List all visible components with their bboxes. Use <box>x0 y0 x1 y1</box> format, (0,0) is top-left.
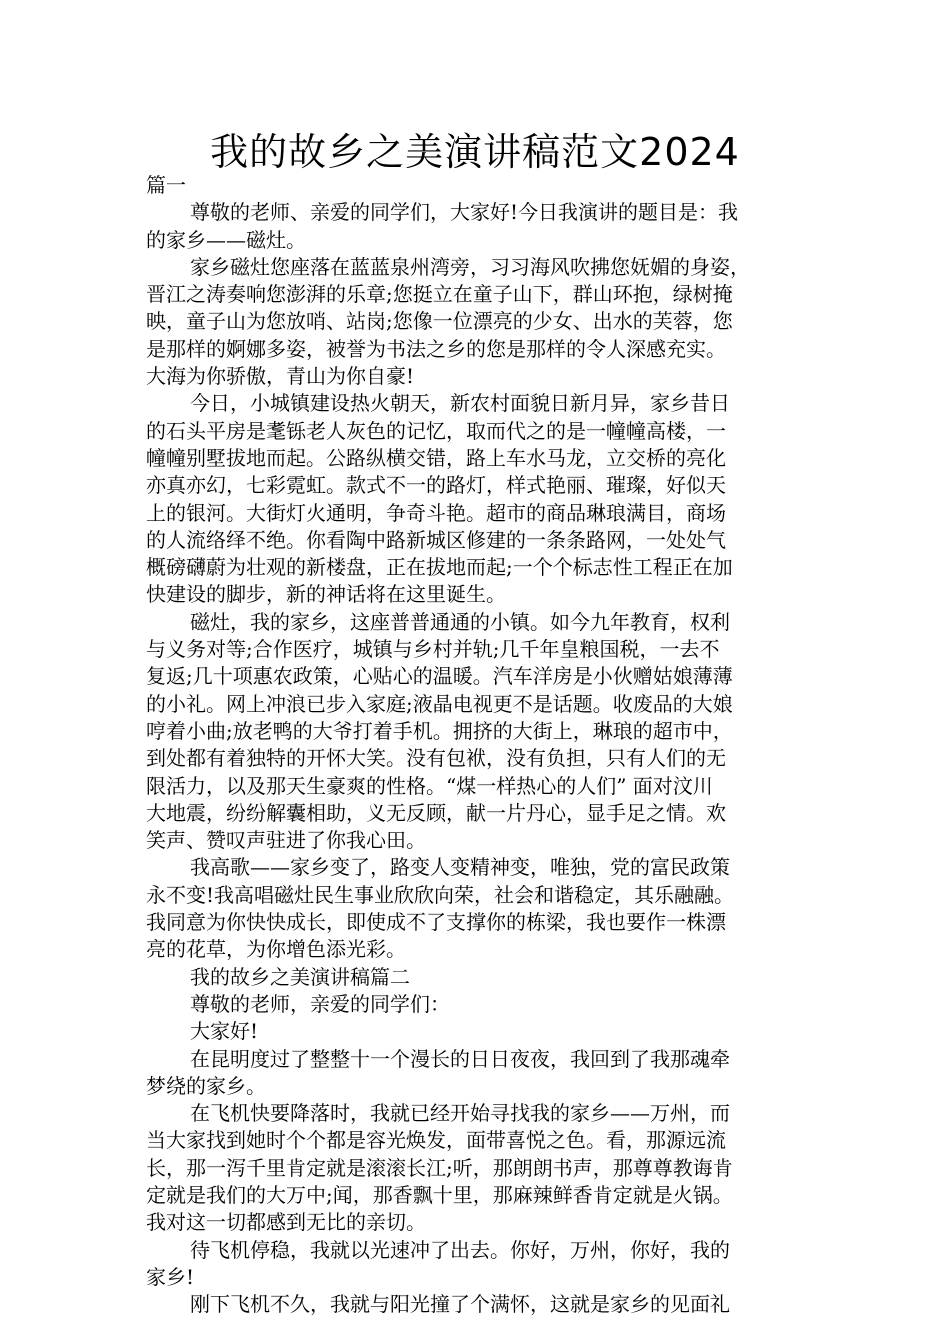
section-heading: 篇一 <box>146 173 186 197</box>
section-heading: 我的故乡之美演讲稿篇二 <box>190 964 410 989</box>
paragraph-line: 我同意为你快快成长，即使成不了支撑你的栋梁，我也要作一株漂 <box>146 910 726 935</box>
paragraph-line: 的小礼。网上冲浪已步入家庭;液晶电视更不是话题。收废品的大娘 <box>146 691 733 716</box>
document-title: 我的故乡之美演讲稿范文2024 <box>210 130 740 174</box>
paragraph-line: 笑声、赞叹声驻进了你我心田。 <box>146 828 426 853</box>
paragraph-line: 的家乡——磁灶。 <box>146 227 306 252</box>
paragraph-line: 大家好! <box>190 1019 259 1044</box>
paragraph-line: 晋江之涛奏响您澎湃的乐章;您挺立在童子山下，群山环抱，绿树掩 <box>146 282 733 307</box>
paragraph-line: 永不变!我高唱磁灶民生事业欣欣向荣，社会和谐稳定，其乐融融。 <box>146 882 735 907</box>
paragraph-line: 的石头平房是耄铄老人灰色的记忆，取而代之的是一幢幢高楼，一 <box>146 418 726 443</box>
paragraph-line: 上的银河。大街灯火通明，争奇斗艳。超市的商品琳琅满目，商场 <box>146 500 726 525</box>
paragraph-line: 我高歌——家乡变了，路变人变精神变，唯独，党的富民政策 <box>190 855 730 880</box>
paragraph-line: 亦真亦幻，七彩霓虹。款式不一的路灯，样式艳丽、璀璨，好似天 <box>146 473 726 498</box>
paragraph-line: 在飞机快要降落时，我就已经开始寻找我的家乡——万州，而 <box>190 1101 730 1126</box>
paragraph-line: 与义务对等;合作医疗，城镇与乡村并轨;几千年皇粮国税，一去不 <box>146 637 720 662</box>
paragraph-line: 的人流络绎不绝。你看陶中路新城区修建的一条条路网，一处处气 <box>146 527 726 552</box>
paragraph-line: 到处都有着独特的开怀大笑。没有包袱，没有负担，只有人们的无 <box>146 746 726 771</box>
paragraph-line: 我对这一切都感到无比的亲切。 <box>146 1210 426 1235</box>
paragraph-line: 尊敬的老师，亲爱的同学们： <box>190 991 450 1016</box>
paragraph-line: 概磅礴蔚为壮观的新楼盘，正在拔地而起;一个个标志性工程正在加 <box>146 555 733 580</box>
paragraph-line: 梦绕的家乡。 <box>146 1073 266 1098</box>
paragraph-line: 待飞机停稳，我就以光速冲了出去。你好，万州，你好，我的 <box>190 1237 730 1262</box>
paragraph-line: 复返;几十项惠农政策，心贴心的温暖。汽车洋房是小伙赠姑娘薄薄 <box>146 664 733 689</box>
paragraph-line: 定就是我们的大万中;闻，那香飘十里，那麻辣鲜香肯定就是火锅。 <box>146 1182 733 1207</box>
paragraph-line: 今日，小城镇建设热火朝天，新农村面貌日新月异，家乡昔日 <box>190 391 730 416</box>
paragraph-line: 刚下飞机不久，我就与阳光撞了个满怀，这就是家乡的见面礼 <box>190 1292 730 1317</box>
document-body <box>146 172 810 1318</box>
paragraph-line: 家乡! <box>146 1264 195 1289</box>
paragraph-line: 在昆明度过了整整十一个漫长的日日夜夜，我回到了我那魂牵 <box>190 1046 730 1071</box>
paragraph-line: 磁灶，我的家乡，这座普普通通的小镇。如今九年教育，权利 <box>190 609 730 634</box>
paragraph-line: 哼着小曲;放老鸭的大爷打着手机。拥挤的大街上，琳琅的超市中， <box>146 718 733 743</box>
paragraph-line: 映，童子山为您放哨、站岗;您像一位漂亮的少女、出水的芙蓉，您 <box>146 309 733 334</box>
paragraph-line: 幢幢别墅拔地而起。公路纵横交错，路上车水马龙，立交桥的亮化 <box>146 445 726 470</box>
paragraph-line: 限活力，以及那天生豪爽的性格。“煤一样热心的人们” 面对汶川 <box>146 773 713 798</box>
paragraph-line: 家乡磁灶您座落在蓝蓝泉州湾旁，习习海风吹拂您妩媚的身姿， <box>190 254 750 279</box>
paragraph-line: 快建设的脚步，新的神话将在这里诞生。 <box>146 582 506 607</box>
paragraph-line: 长，那一泻千里肯定就是滚滚长江;听，那朗朗书声，那尊尊教诲肯 <box>146 1155 733 1180</box>
paragraph-line: 大地震，纷纷解囊相助，义无反顾，献一片丹心，显手足之情。欢 <box>146 800 726 825</box>
paragraph-line: 尊敬的老师、亲爱的同学们，大家好!今日我演讲的题目是：我 <box>190 200 739 225</box>
paragraph-line: 大海为你骄傲，青山为你自豪! <box>146 364 415 389</box>
paragraph-line: 当大家找到她时个个都是容光焕发，面带喜悦之色。看，那源远流 <box>146 1128 726 1153</box>
paragraph-line: 亮的花草，为你增色添光彩。 <box>146 937 406 962</box>
paragraph-line: 是那样的婀娜多姿，被誉为书法之乡的您是那样的令人深感充实。 <box>146 336 726 361</box>
